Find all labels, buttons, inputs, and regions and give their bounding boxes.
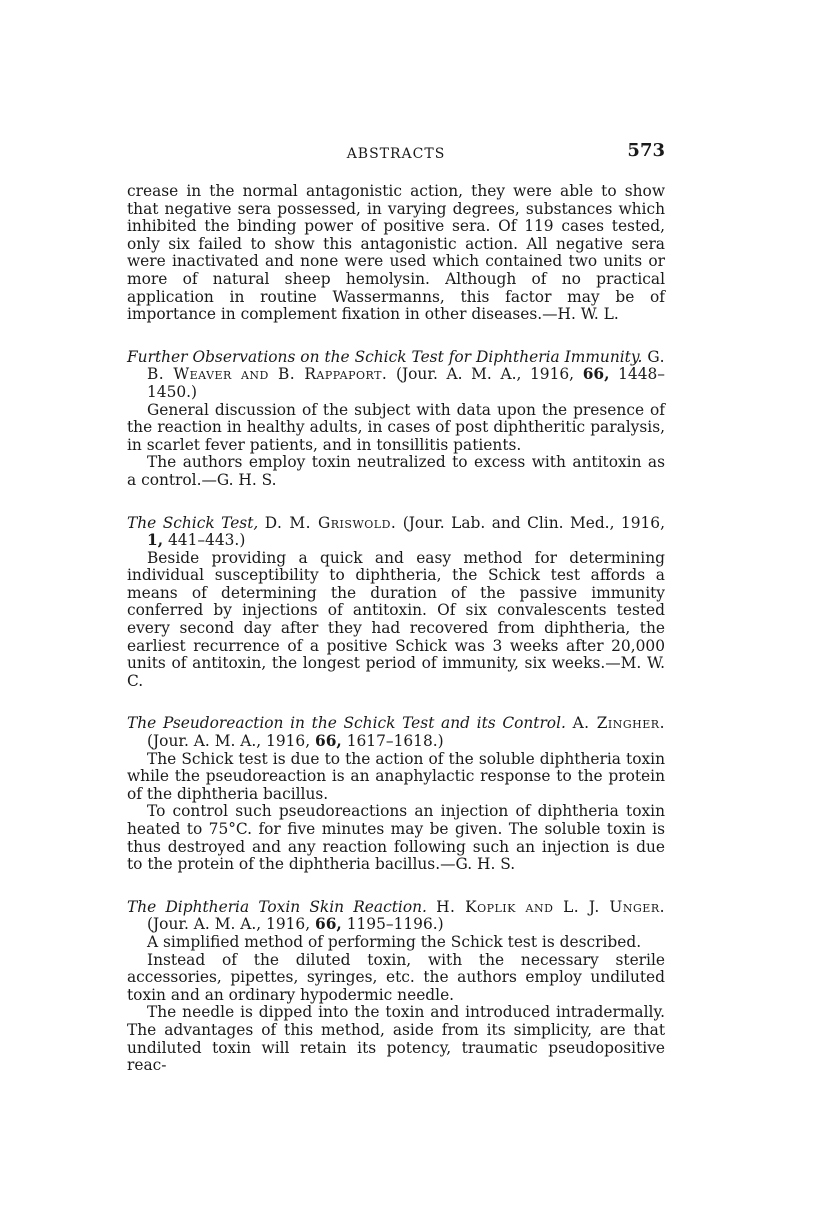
- source-pages: 1617–1618.): [346, 732, 444, 751]
- abstract-paragraph: To control such pseudoreactions an injection of diphtheria toxin heated to 75°C. for five minutes may be given. The soluble toxin is thus destroyed and any reaction following such an injection is due to the protein of the diphtheria bacillus.—G. H. S.: [127, 802, 665, 874]
- source-journal: (Jour. A. M. A., 1916,: [395, 365, 575, 384]
- abstract-paragraph: Beside providing a quick and easy method for determining individual susceptibility to diphtheria, the Schick test affords a means of determining the duration of the passive immunity conferred by injections of antitoxin. Of six convalescents tested every second day after they had recovered from diphtheria, the earliest recurrence of a positive Schick was 3 weeks after 20,000 units of antitoxin, the longest period of immunity, six weeks.—M. W. C.: [127, 548, 665, 690]
- article-authors: G. B. Weaver and B. Rappaport.: [147, 347, 665, 384]
- citation: [127, 349, 665, 402]
- source-journal: (Jour. Lab. and Clin. Med., 1916,: [402, 513, 665, 532]
- source-journal: (Jour. A. M. A., 1916,: [147, 915, 311, 934]
- source-volume: 66,: [315, 732, 342, 751]
- source-pages: 441–443.): [167, 531, 246, 550]
- article-title: Further Observations on the Schick Test for Diphtheria Immunity.: [127, 347, 643, 366]
- source-volume: 1,: [147, 531, 164, 550]
- abstract-entry: [127, 899, 665, 1075]
- citation: [127, 515, 665, 550]
- continuation-paragraph: crease in the normal antagonistic action, they were able to show that negative sera possessed, in varying degrees, substances which inhibited the binding power of positive sera. Of 119 cases tested, only six failed to show this antagonistic action. All negative sera were inactivated and none were used which contained two units or more of natural sheep hemolysin. Although of no practical application in routine Wassermanns, this factor may be of importance in complement fixation in other diseases.—H. W. L.: [127, 182, 665, 324]
- source-pages: 1448–1450.): [147, 365, 665, 401]
- source-journal: (Jour. A. M. A., 1916,: [147, 732, 311, 751]
- article-authors: H. Koplik and L. J. Unger.: [436, 897, 665, 916]
- abstract-paragraph: The Schick test is due to the action of the soluble diphtheria toxin while the pseudoreaction is an anaphylactic response to the protein of the diphtheria bacillus.: [127, 749, 665, 803]
- abstract-paragraph: General discussion of the subject with data upon the presence of the reaction in healthy adults, in cases of post diphtheritic paralysis, in scarlet fever patients, and in tonsillitis patients.: [127, 400, 665, 454]
- citation: [127, 899, 665, 934]
- abstract-entry: [127, 349, 665, 490]
- article-authors: D. M. Griswold.: [264, 513, 397, 532]
- running-title: ABSTRACTS: [346, 146, 446, 162]
- source-volume: 66,: [315, 915, 342, 934]
- abstract-paragraph: A simplified method of performing the Schick test is described.: [147, 932, 642, 951]
- article-title: The Diphtheria Toxin Skin Reaction.: [127, 897, 427, 916]
- page: [127, 140, 665, 1075]
- abstract-paragraph: The needle is dipped into the toxin and introduced intradermally. The advantages of this method, aside from its simplicity, are that undiluted toxin will retain its potency, traumatic pseudopositive reac-: [127, 1003, 665, 1075]
- article-title: The Schick Test,: [127, 513, 259, 532]
- article-title: The Pseudoreaction in the Schick Test and its Control.: [127, 714, 566, 733]
- source-volume: 66,: [582, 365, 610, 384]
- abstract-paragraph: The authors employ toxin neutralized to excess with antitoxin as a control.—G. H. S.: [127, 453, 665, 489]
- source-pages: 1195–1196.): [346, 915, 444, 934]
- article-authors: A. Zingher.: [572, 714, 665, 733]
- abstract-entry: [127, 515, 665, 691]
- abstract-paragraph: Instead of the diluted toxin, with the necessary sterile accessories, pipettes, syringes, etc. the authors employ undiluted toxin and an ordinary hypodermic needle.: [127, 950, 665, 1004]
- citation: [127, 715, 665, 750]
- abstract-entry: [127, 715, 665, 873]
- page-number: 573: [627, 140, 665, 161]
- page-header: [127, 140, 665, 170]
